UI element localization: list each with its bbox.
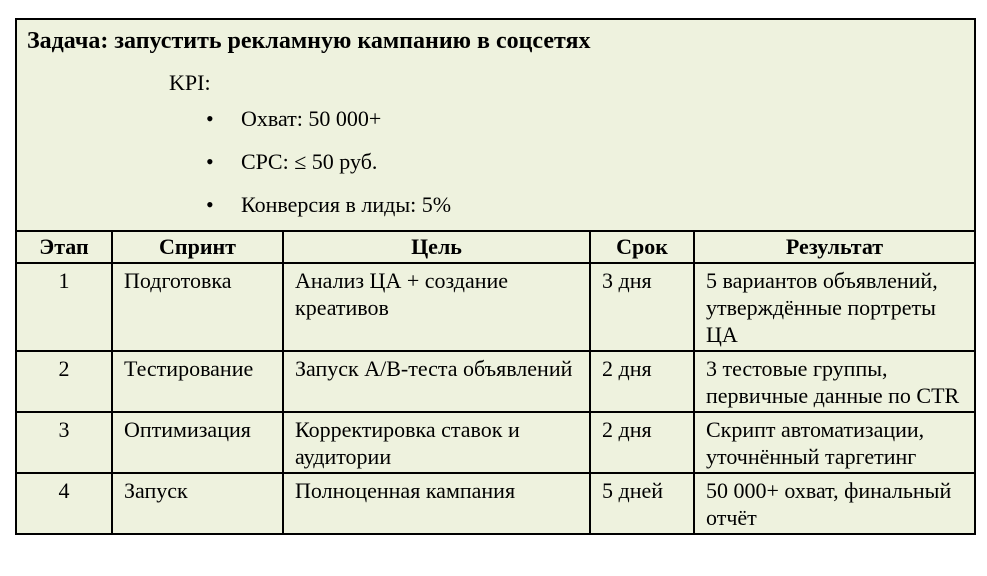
sprint-name: Тестирование [112, 351, 283, 412]
sprint-result: 5 вариантов объявлений, утверждённые портреты ЦА [694, 263, 975, 351]
kpi-item-conversion [27, 192, 964, 218]
sprint-result: 3 тестовые группы, первичные данные по CTR [694, 351, 975, 412]
kpi-item-cpc [27, 149, 964, 175]
task-cell [16, 19, 975, 231]
column-header-duration: Срок [590, 231, 694, 263]
column-header-sprint: Спринт [112, 231, 283, 263]
bullet-icon: • [206, 106, 214, 131]
kpi-item-text: Конверсия в лиды: 5% [241, 192, 452, 217]
task-row [16, 19, 975, 231]
sprint-duration: 2 дня [590, 412, 694, 473]
kpi-list [27, 106, 964, 218]
stage-number: 4 [16, 473, 112, 534]
bullet-icon: • [206, 192, 214, 217]
sprint-result: Скрипт автоматизации, уточнённый таргетинг [694, 412, 975, 473]
kpi-item-text: Охват: 50 000+ [241, 106, 382, 131]
bullet-icon: • [206, 149, 214, 174]
header-row [16, 231, 975, 263]
sprint-goal: Анализ ЦА + создание креативов [283, 263, 590, 351]
sprint-result: 50 000+ охват, финальный отчёт [694, 473, 975, 534]
kpi-item-reach [27, 106, 964, 132]
column-header-goal: Цель [283, 231, 590, 263]
sprint-duration: 3 дня [590, 263, 694, 351]
sprint-duration: 2 дня [590, 351, 694, 412]
kpi-label: KPI: [169, 70, 211, 95]
table-row [16, 473, 975, 534]
task-title: Задача: запустить рекламную кампанию в соцсетях [27, 28, 591, 54]
sprint-duration: 5 дней [590, 473, 694, 534]
stage-number: 1 [16, 263, 112, 351]
table-row [16, 412, 975, 473]
sprint-goal: Полноценная кампания [283, 473, 590, 534]
sprint-name: Запуск [112, 473, 283, 534]
sprint-goal: Корректировка ставок и аудитории [283, 412, 590, 473]
column-header-result: Результат [694, 231, 975, 263]
table-row [16, 263, 975, 351]
sprint-goal: Запуск A/B-теста объявлений [283, 351, 590, 412]
table-row [16, 351, 975, 412]
sprint-name: Оптимизация [112, 412, 283, 473]
column-header-stage: Этап [16, 231, 112, 263]
sprint-plan-table [15, 18, 976, 535]
sprint-name: Подготовка [112, 263, 283, 351]
stage-number: 3 [16, 412, 112, 473]
kpi-item-text: CPC: ≤ 50 руб. [241, 149, 378, 174]
stage-number: 2 [16, 351, 112, 412]
